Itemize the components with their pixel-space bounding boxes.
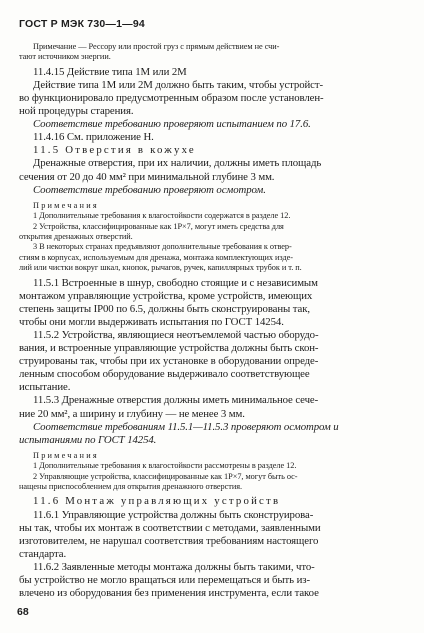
page-header: ГОСТ Р МЭК 730—1—94 (19, 18, 145, 30)
text-line: 11.4.15 Действие типа 1М или 2М (33, 65, 187, 78)
page-number: 68 (17, 606, 29, 618)
text-line: во функционировало предусмотренным образом после установлен- (19, 92, 324, 104)
text-line: испытаниями по ГОСТ 14254. (19, 433, 157, 446)
text-line: влечено из оборудования без применения инструмента, если такое (19, 587, 319, 600)
text-line: ной процедуры старения. (19, 105, 134, 118)
text-line: 11.6 Монтаж управляющих устройств (33, 495, 281, 508)
text-line: степень защиты IР00 по 6.5, должны быть сконструированы так, (19, 302, 310, 315)
text-line: стандарта. (19, 547, 67, 560)
text-line: изготовителем, не нарушал соответствия требованиям настоящего (19, 534, 319, 547)
text-line: 1 Дополнительные требования к влагостойкости рассмотрены в разделе 12. (33, 461, 297, 471)
text-line: 11.4.16 См. приложение Н. (33, 131, 154, 144)
text-line: открытия дренажных отверстий. (19, 231, 133, 241)
text-line: 11.5 Отверстия в кожухе (33, 144, 196, 157)
text-line: 11.5.2 Устройства, являющиеся неотъемлемой частью оборудо- (33, 328, 319, 341)
text-line: 1 Дополнительные требования к влагостойкости содержатся в разделе 12. (33, 211, 291, 221)
text-line: ние 20 мм², а ширину и глубину — не менее 3 мм. (19, 407, 245, 420)
text-line: 11.6.1 Управляющие устройства должны быть сконструирова- (33, 508, 314, 521)
text-line: монтажом управляющие устройства, кроме устройств, имеющих (19, 289, 313, 302)
text-line: чтобы они могли выдерживать испытания по ГОСТ 14254. (19, 315, 284, 328)
text-line: 11.6.2 Заявленные методы монтажа должны быть такими, что- (33, 560, 315, 573)
text-line: лий или чистки вокруг шкал, кнопок, рычагов, ручек, капиллярных трубок и т. п. (19, 263, 302, 273)
text-line: Действие типа 1М или 2М должно быть таким, чтобы устройст- (33, 78, 323, 91)
text-line: стиям в корпусах, используемым для дренажа, монтажа комплектующих изде- (19, 252, 294, 262)
text-line: испытание. (19, 381, 71, 394)
text-line: 11.5.3 Дренажные отверстия должны иметь минимальное сече- (33, 394, 319, 407)
text-line: 2 Устройства, классифицированные как 1Р×7, могут иметь средства для (33, 221, 284, 231)
text-line: Соответствие требованию проверяют испытанием по 17.6. (33, 118, 311, 131)
text-line: 3 В некоторых странах предъявляют дополнительные требования к отвер- (33, 242, 292, 252)
text-line: ны так, чтобы их монтаж в соответствии с методами, заявленными (19, 521, 321, 534)
text-line: струированы так, чтобы при их установке в оборудовании опреде- (19, 355, 319, 368)
text-line: 2 Управляющие устройства, классифицированные как 1Р×7, могут быть ос- (33, 471, 298, 481)
text-line: Примечание — Рессору или простой груз с прямым действием не счи- (33, 42, 280, 51)
text-line: 11.5.1 Встроенные в шнур, свободно стоящие и с независимым (33, 276, 318, 289)
text-line: Дренажные отверстия, при их наличии, должны иметь площадь (33, 157, 322, 170)
text-line: вания, и встроенные управляющие устройства должны быть скон- (19, 342, 319, 355)
text-line: сечения от 20 до 40 мм² при минимальной глубине 3 мм. (19, 170, 275, 183)
text-line: нащены приспособлением для открытия дренажного отверстия. (19, 482, 243, 492)
text-line: тают источником энергии. (19, 52, 111, 62)
text-line: бы устройство не могло вращаться или перемещаться и быть из- (19, 574, 310, 586)
text-line: Соответствие требованиям 11.5.1—11.5.3 проверяют осмотром и (33, 420, 339, 433)
text-line: Соответствие требованию проверяют осмотром. (33, 183, 266, 196)
text-line: Примечания (33, 450, 99, 460)
body-text (19, 42, 411, 600)
text-line: ленным способом оборудование выдерживало соответствующее (19, 368, 310, 381)
text-line: Примечания (33, 200, 99, 210)
